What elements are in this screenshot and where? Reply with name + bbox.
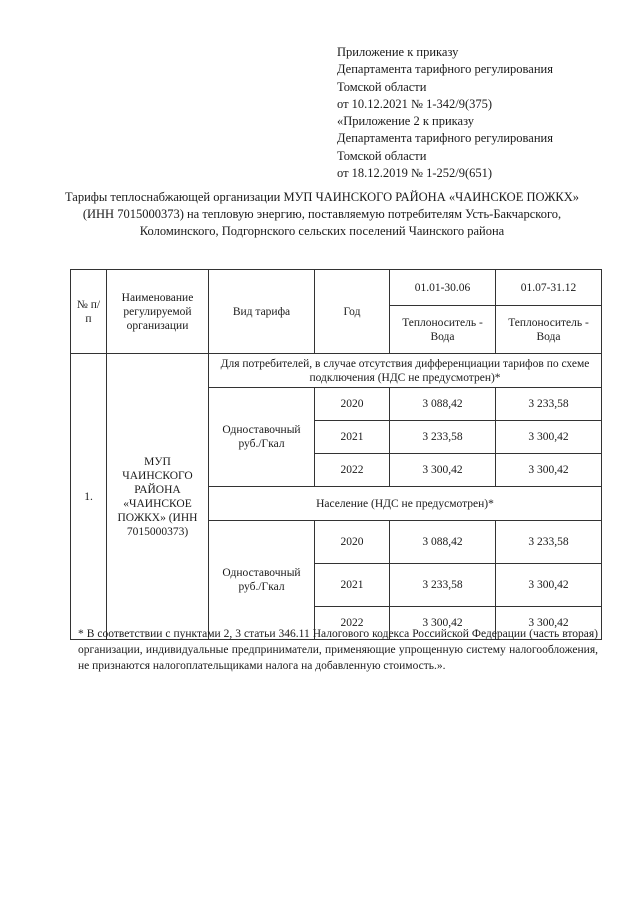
tariff-value-h2: 3 300,42 — [496, 454, 602, 487]
tariff-value-h2: 3 300,42 — [496, 607, 602, 640]
row-number: 1. — [71, 354, 107, 640]
tariff-value-h1: 3 300,42 — [390, 607, 496, 640]
tariff-type-cell: Одноставочный руб./Гкал — [209, 388, 315, 487]
appendix-header — [337, 44, 627, 182]
organization-name: МУП ЧАИНСКОГО РАЙОНА «ЧАИНСКОЕ ПОЖКХ» (ИНН 7015000373) — [107, 354, 209, 640]
appendix-line: от 18.12.2019 № 1-252/9(651) — [337, 166, 493, 181]
appendix-line: Приложение к приказу — [337, 45, 459, 59]
header-carrier-2: Теплоноситель - Вода — [496, 306, 602, 354]
section-label: Для потребителей, в случае отсутствия дифференциации тарифов по схеме подключения (НДС не предусмотрен)* — [209, 354, 602, 388]
document-title: Тарифы теплоснабжающей организации МУП ЧАИНСКОГО РАЙОНА «ЧАИНСКОЕ ПОЖКХ» (ИНН 7015000373) на тепловую энергию, поставляемую потребителям Усть-Бакчарского, Коломинского, Подгорнского сельских поселений Чаинского района — [64, 190, 580, 238]
header-organization: Наименование регулируемой организации — [107, 270, 209, 354]
header-carrier-1: Теплоноситель - Вода — [390, 306, 496, 354]
footnote: * В соответствии с пунктами 2, 3 статьи 346.11 Налогового кодекса Российской Федерации (часть вторая) организации, индивидуальные предприниматели, применяющие упрощенную систему налогообложения, не признаются налогоплательщиками налога на добавленную стоимость.». — [78, 628, 598, 672]
header-period-1: 01.01-30.06 — [390, 270, 496, 306]
section-row — [71, 354, 602, 388]
appendix-line: Департамента тарифного регулирования — [337, 131, 553, 146]
appendix-line: Департамента тарифного регулирования — [337, 62, 553, 77]
header-tariff-type: Вид тарифа — [209, 270, 315, 354]
year-cell: 2022 — [315, 607, 390, 640]
header-row — [71, 270, 602, 306]
tariff-value-h1: 3 233,58 — [390, 421, 496, 454]
year-cell: 2020 — [315, 521, 390, 564]
year-cell: 2021 — [315, 421, 390, 454]
appendix-line: от 10.12.2021 № 1-342/9(375) — [337, 96, 493, 111]
year-cell: 2022 — [315, 454, 390, 487]
tariff-value-h2: 3 233,58 — [496, 388, 602, 421]
year-cell: 2020 — [315, 388, 390, 421]
tariff-table — [70, 269, 602, 640]
tariff-value-h2: 3 300,42 — [496, 421, 602, 454]
appendix-line: Томской области — [337, 79, 427, 94]
tariff-value-h1: 3 233,58 — [390, 564, 496, 607]
tariff-value-h2: 3 233,58 — [496, 521, 602, 564]
header-num: № п/п — [71, 270, 107, 354]
section-label: Население (НДС не предусмотрен)* — [209, 487, 602, 521]
tariff-value-h1: 3 300,42 — [390, 454, 496, 487]
appendix-line: «Приложение 2 к приказу — [337, 114, 475, 129]
tariff-value-h2: 3 300,42 — [496, 564, 602, 607]
year-cell: 2021 — [315, 564, 390, 607]
header-period-2: 01.07-31.12 — [496, 270, 602, 306]
appendix-line: Томской области — [337, 148, 427, 163]
tariff-value-h1: 3 088,42 — [390, 388, 496, 421]
tariff-value-h1: 3 088,42 — [390, 521, 496, 564]
header-year: Год — [315, 270, 390, 354]
tariff-type-cell: Одноставочный руб./Гкал — [209, 521, 315, 640]
